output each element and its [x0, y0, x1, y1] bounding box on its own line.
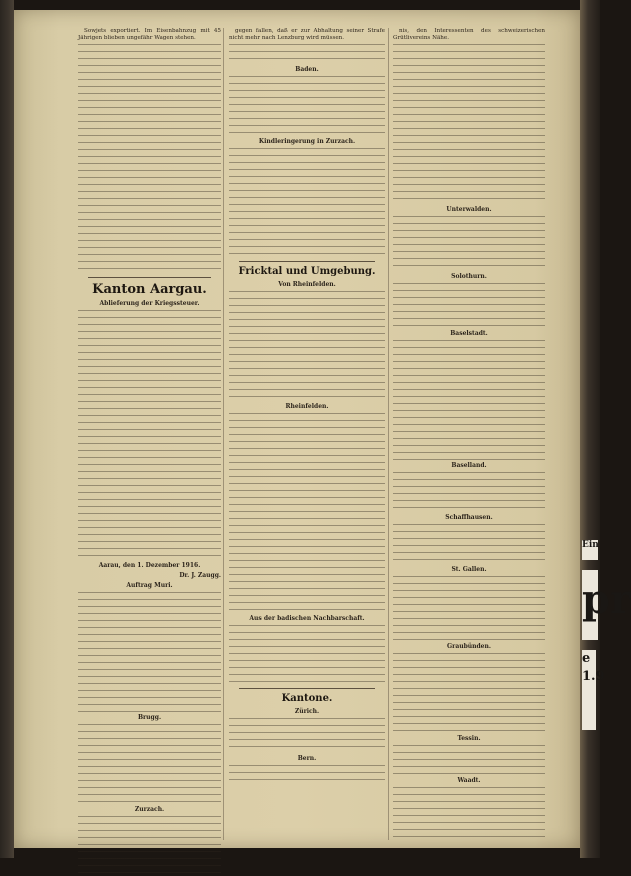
- text-block: [393, 787, 545, 837]
- text-block: [78, 310, 221, 560]
- subheading-bern: Bern.: [297, 755, 317, 762]
- edge-text-large: pr: [582, 570, 598, 640]
- subheading-zurzach: Zurzach.: [134, 806, 165, 813]
- text-block: [229, 44, 385, 64]
- subheading-baselland: Baselland.: [451, 462, 487, 469]
- text-block: [229, 148, 385, 258]
- date-line: Aarau, den 1. Dezember 1916.: [98, 562, 201, 569]
- subheading-schaffhausen: Schaffhausen.: [445, 514, 493, 521]
- edge-text-top: Ein: [582, 540, 598, 560]
- subheading-zuerich: Zürich.: [294, 708, 320, 715]
- subheading-waadt: Waadt.: [457, 777, 481, 784]
- top-text: nis, den Interessenten des schweizerischen Grütlivereins Nähe.: [393, 28, 545, 41]
- text-block: [229, 76, 385, 136]
- text-block: [78, 592, 221, 712]
- subheading-graubuenden: Graubünden.: [447, 643, 491, 650]
- text-block: [393, 653, 545, 733]
- newspaper-page: [14, 10, 580, 848]
- text-block: [229, 625, 385, 685]
- text-block: [393, 576, 545, 641]
- text-block: [229, 718, 385, 753]
- text-block: [393, 524, 545, 564]
- text-block: [393, 216, 545, 271]
- kantone-heading: Kantone.: [281, 693, 333, 704]
- separator: [88, 277, 211, 278]
- subheading-badische-nachbarschaft: Aus der badischen Nachbarschaft.: [249, 615, 365, 622]
- column-right: [393, 28, 545, 840]
- text-block: [393, 472, 545, 512]
- text-block: [78, 816, 221, 876]
- column-rule: [388, 28, 389, 840]
- text-block: [229, 413, 385, 613]
- kanton-aargau-heading: Kanton Aargau.: [92, 282, 207, 297]
- top-text: gegen fallen, daß er zur Abhaltung seiner Strafe nicht mehr nach Lenzburg wird müssen.: [229, 28, 385, 41]
- edge-text-low: e 1.9: [582, 650, 596, 730]
- subheading-zurzach: Kindleringerung in Zurzach.: [258, 138, 356, 145]
- column-rule: [223, 28, 224, 840]
- text-block: [393, 283, 545, 328]
- book-spine-left: [0, 0, 14, 858]
- subheading-rheinfelden-1: Von Rheinfelden.: [278, 281, 336, 288]
- intro-text: Sowjets exportiert. Im Eisenbahnzug mit 45 Jährigen blieben ungefähr Wagen stehen.: [78, 28, 221, 41]
- subheading-brugg: Brugg.: [137, 714, 162, 721]
- text-block: [393, 745, 545, 775]
- subheading-st-gallen: St. Gallen.: [451, 566, 487, 573]
- subheading-rheinfelden-2: Rheinfelden.: [285, 403, 329, 410]
- separator: [239, 688, 375, 689]
- fricktal-heading: Fricktal und Umgebung.: [238, 266, 376, 277]
- text-block: [393, 340, 545, 460]
- column-middle: [229, 28, 385, 840]
- text-block: [78, 724, 221, 804]
- separator: [239, 261, 375, 262]
- text-block: [78, 44, 221, 274]
- subheading-solothurn: Solothurn.: [451, 273, 487, 280]
- subheading-kriegssteuer: Ablieferung der Kriegssteuer.: [99, 300, 200, 307]
- subheading-baden: Baden.: [295, 66, 319, 73]
- text-block: [229, 765, 385, 785]
- text-block: [393, 44, 545, 204]
- signature: Dr. J. Zaugg.: [179, 572, 221, 579]
- subheading-muri: Auftrag Muri.: [126, 582, 173, 589]
- subheading-baselstadt: Baselstadt.: [450, 330, 488, 337]
- subheading-unterwalden: Unterwalden.: [446, 206, 492, 213]
- text-block: [229, 291, 385, 401]
- subheading-tessin: Tessin.: [457, 735, 481, 742]
- column-left: [78, 28, 221, 840]
